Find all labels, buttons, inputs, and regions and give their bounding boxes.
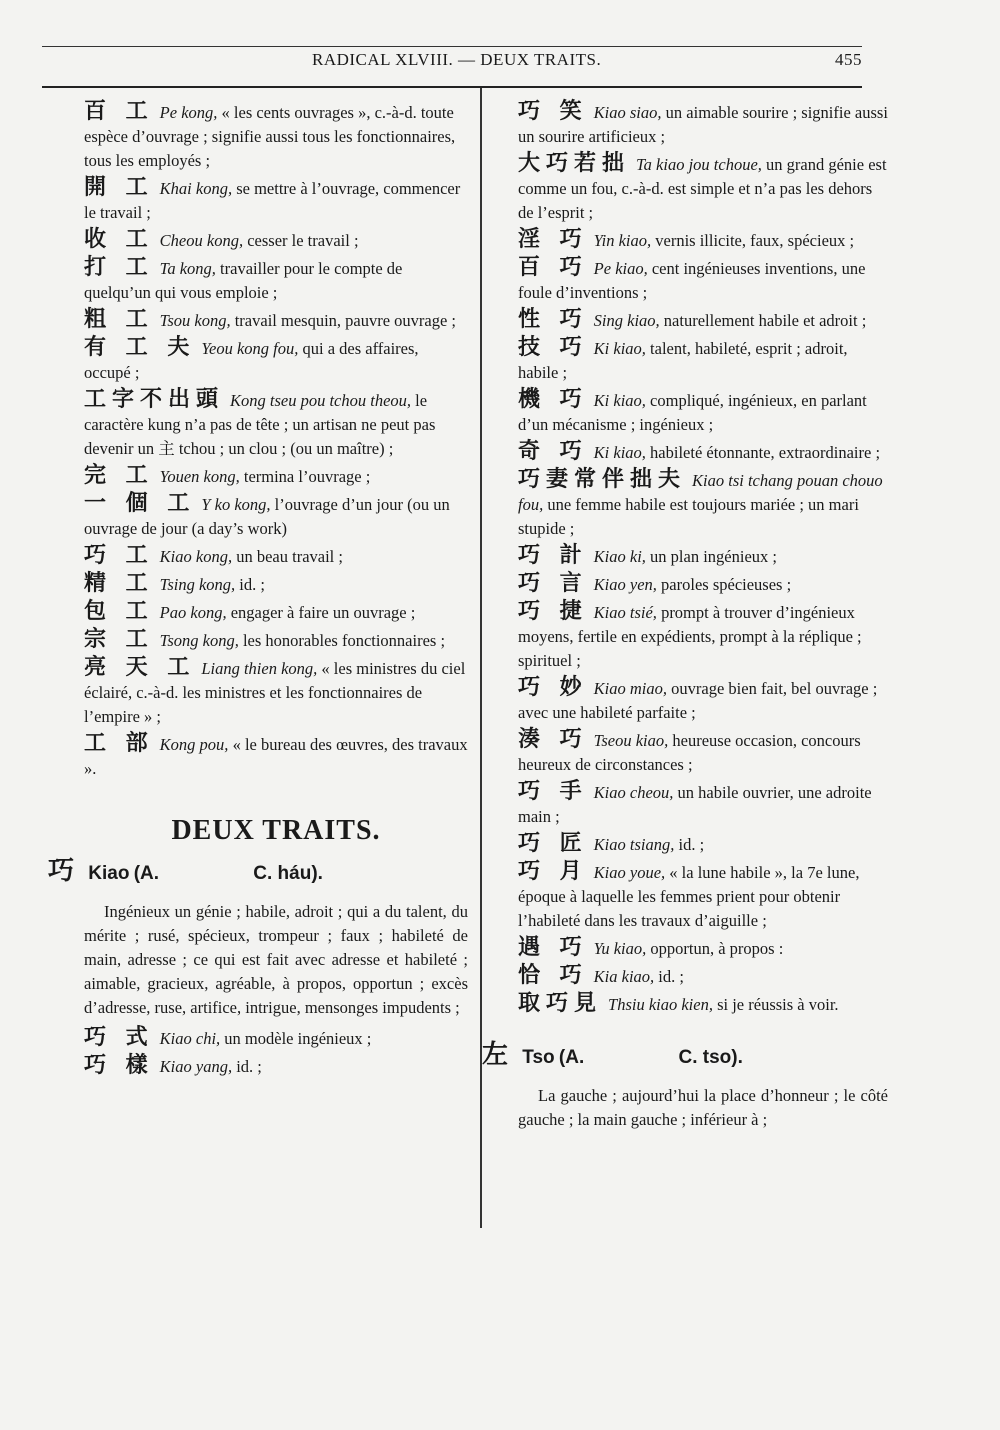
entry-romanization: Tsing kong, — [159, 575, 236, 594]
entry-headword: 湊 巧 — [518, 727, 588, 752]
running-head-title: RADICAL XLVIII. — DEUX TRAITS. — [312, 50, 602, 69]
entry-romanization: Kiao tsi tchang pouan chouo fou, — [518, 471, 883, 514]
entry-headword: 工字不出頭 — [84, 387, 225, 412]
entry-romanization: Pao kong, — [159, 603, 227, 622]
dictionary-entry — [518, 992, 888, 1017]
entry-romanization: Tsou kong, — [159, 311, 231, 330]
entry-definition: une femme habile est toujours mariée ; un mari stupide ; — [518, 495, 859, 538]
entry-definition: le caractère kung n’a pas de tête ; un artisan ne peut pas devenir un 主 tchou ; un clou ; (ou un maître) ; — [84, 391, 436, 458]
dictionary-entry — [84, 544, 468, 569]
entry-romanization: Ki kiao, — [593, 391, 646, 410]
entry-definition: un beau travail ; — [236, 547, 343, 566]
entry-headword: 遇 巧 — [518, 935, 588, 960]
entry-romanization: Tseou kiao, — [593, 731, 669, 750]
right-entry-list — [518, 100, 888, 1017]
dictionary-entry — [84, 732, 468, 781]
entry-definition: id. ; — [658, 967, 684, 986]
entry-headword: 有 工 夫 — [84, 335, 196, 360]
kiao-mandarin: (A. — [133, 863, 160, 884]
entry-definition: un plan ingénieux ; — [650, 547, 777, 566]
entry-headword: 巧 工 — [84, 543, 154, 568]
entry-headword: 巧 月 — [518, 859, 588, 884]
entry-headword: 巧 式 — [84, 1025, 154, 1050]
entry-definition: naturellement habile et adroit ; — [663, 311, 867, 330]
tso-name: Tso — [522, 1047, 555, 1068]
entry-headword: 一 個 工 — [84, 491, 196, 516]
entry-romanization: Kiao kong, — [159, 547, 233, 566]
running-head — [42, 50, 862, 80]
left-tail-list — [84, 1026, 468, 1079]
entry-headword: 精 工 — [84, 571, 154, 596]
entry-definition: compliqué, ingénieux, en parlant d’un mécanisme ; ingénieux ; — [518, 391, 867, 434]
entry-headword: 淫 巧 — [518, 227, 588, 252]
tso-cantonese: C. tso). — [678, 1047, 743, 1068]
entry-romanization: Ki kiao, — [593, 443, 646, 462]
entry-definition: id. ; — [236, 1057, 262, 1076]
dictionary-entry — [84, 464, 468, 489]
dictionary-entry — [518, 600, 888, 673]
dictionary-entry — [518, 256, 888, 305]
entry-headword: 技 巧 — [518, 335, 588, 360]
dictionary-entry — [84, 1054, 468, 1079]
entry-headword: 收 工 — [84, 227, 154, 252]
tso-mandarin: (A. — [558, 1047, 585, 1068]
entry-definition: opportun, à propos : — [650, 939, 784, 958]
entry-romanization: Kiao yang, — [159, 1057, 233, 1076]
dictionary-entry — [518, 152, 888, 225]
entry-headword: 巧 樣 — [84, 1053, 154, 1078]
header-rule-top — [42, 46, 862, 47]
entry-headword: 粗 工 — [84, 307, 154, 332]
entry-definition: l’ouvrage d’un jour (ou un ouvrage de jour (a day’s work) — [84, 495, 450, 538]
entry-headword: 巧 手 — [518, 779, 588, 804]
entry-definition: « les cents ouvrages », c.-à-d. toute espèce d’ouvrage ; signifie aussi tous les fonctionnaires, tous les employés ; — [84, 103, 456, 170]
entry-definition: un habile ouvrier, une adroite main ; — [518, 783, 872, 826]
entry-headword: 巧 笑 — [518, 99, 588, 124]
dictionary-entry — [518, 228, 888, 253]
left-entry-list — [84, 100, 468, 781]
entry-headword: 包 工 — [84, 599, 154, 624]
entry-romanization: Ta kiao jou tchoue, — [636, 155, 762, 174]
entry-romanization: Kiao yen, — [593, 575, 657, 594]
entry-definition: les honorables fonctionnaires ; — [242, 631, 446, 650]
tso-definition: La gauche ; aujourd’hui la place d’honneur ; le côté gauche ; la main gauche ; inférieur à ; — [518, 1086, 888, 1129]
entry-definition: ouvrage bien fait, bel ouvrage ; avec une habileté parfaite ; — [518, 679, 878, 722]
entry-romanization: Thsiu kiao kien, — [608, 995, 713, 1014]
entry-headword: 百 巧 — [518, 255, 588, 280]
dictionary-entry — [84, 656, 468, 729]
entry-headword: 恰 巧 — [518, 963, 588, 988]
entry-romanization: Kong tseu pou tchou theou, — [230, 391, 412, 410]
entry-headword: 百 工 — [84, 99, 154, 124]
entry-definition: habileté étonnante, extraordinaire ; — [650, 443, 881, 462]
dictionary-entry — [518, 440, 888, 465]
entry-romanization: Yu kiao, — [593, 939, 647, 958]
entry-definition: travailler pour le compte de quelqu’un qui vous emploie ; — [84, 259, 403, 302]
entry-headword: 性 巧 — [518, 307, 588, 332]
entry-romanization: Kia kiao, — [593, 967, 655, 986]
entry-headword: 打 工 — [84, 255, 154, 280]
entry-definition: si je réussis à voir. — [717, 995, 839, 1014]
entry-definition: un modèle ingénieux ; — [224, 1029, 372, 1048]
dictionary-entry — [518, 936, 888, 961]
entry-headword: 宗 工 — [84, 627, 154, 652]
entry-romanization: Ta kong, — [159, 259, 216, 278]
entry-definition: « les ministres du ciel éclairé, c.-à-d. les ministres et les fonctionnaires de l’empire » ; — [84, 659, 466, 726]
dictionary-entry — [518, 676, 888, 725]
dictionary-entry — [518, 308, 888, 333]
entry-headword: 工 部 — [84, 731, 154, 756]
entry-romanization: Cheou kong, — [159, 231, 244, 250]
entry-definition: cesser le travail ; — [247, 231, 359, 250]
entry-romanization: Khai kong, — [159, 179, 233, 198]
entry-romanization: Yin kiao, — [593, 231, 652, 250]
entry-romanization: Ki kiao, — [593, 339, 646, 358]
entry-headword: 奇 巧 — [518, 439, 588, 464]
dictionary-entry — [84, 492, 468, 541]
entry-romanization: Kiao tsiang, — [593, 835, 675, 854]
dictionary-entry — [84, 1026, 468, 1051]
entry-headword: 巧 匠 — [518, 831, 588, 856]
entry-headword: 取巧見 — [518, 991, 603, 1016]
entry-definition: id. ; — [678, 835, 705, 854]
entry-romanization: Kiao ki, — [593, 547, 646, 566]
dictionary-entry — [84, 600, 468, 625]
dictionary-entry — [84, 308, 468, 333]
page-number: 455 — [835, 50, 862, 69]
dictionary-entry — [518, 388, 888, 437]
tso-entry-head — [482, 1040, 888, 1070]
entry-definition: termina l’ouvrage ; — [243, 467, 371, 486]
entry-romanization: Pe kiao, — [593, 259, 648, 278]
entry-headword: 巧妻常伴拙夫 — [518, 467, 687, 492]
dictionary-entry — [84, 256, 468, 305]
entry-definition: travail mesquin, pauvre ouvrage ; — [234, 311, 457, 330]
dictionary-entry — [518, 832, 888, 857]
right-column — [482, 99, 888, 1138]
tso-char: 左 — [482, 1040, 509, 1070]
entry-headword: 完 工 — [84, 463, 154, 488]
dictionary-entry — [518, 964, 888, 989]
entry-headword: 機 巧 — [518, 387, 588, 412]
entry-romanization: Y ko kong, — [201, 495, 271, 514]
entry-romanization: Liang thien kong, — [201, 659, 318, 678]
entry-headword: 亮 天 工 — [84, 655, 196, 680]
dictionary-entry — [518, 780, 888, 829]
entry-definition: qui a des affaires, occupé ; — [84, 339, 419, 382]
dictionary-entry — [518, 100, 888, 149]
entry-romanization: Youen kong, — [159, 467, 240, 486]
entry-definition: prompt à trouver d’ingénieux moyens, fertile en expédients, prompt à la réplique ; spirituel ; — [518, 603, 862, 670]
entry-headword: 巧 妙 — [518, 675, 588, 700]
entry-romanization: Kiao chi, — [159, 1029, 221, 1048]
entry-romanization: Kiao miao, — [593, 679, 668, 698]
dictionary-entry — [84, 228, 468, 253]
entry-definition: heureuse occasion, concours heureux de circonstances ; — [518, 731, 861, 774]
entry-romanization: Sing kiao, — [593, 311, 660, 330]
dictionary-entry — [518, 728, 888, 777]
entry-romanization: Kiao tsié, — [593, 603, 657, 622]
entry-romanization: Kiao youe, — [593, 863, 666, 882]
dictionary-entry — [84, 176, 468, 225]
dictionary-entry — [518, 468, 888, 541]
entry-definition: « le bureau des œuvres, des travaux ». — [84, 735, 468, 778]
entry-headword: 大巧若拙 — [518, 151, 631, 176]
entry-definition: un grand génie est comme un fou, c.-à-d. est simple et n’a pas les dehors de l’esprit ; — [518, 155, 887, 222]
section-title: DEUX TRAITS. — [171, 815, 381, 846]
entry-romanization: Kiao cheou, — [593, 783, 674, 802]
entry-definition: vernis illicite, faux, spécieux ; — [655, 231, 855, 250]
dictionary-entry — [84, 336, 468, 385]
dictionary-entry — [518, 572, 888, 597]
dictionary-entry — [518, 544, 888, 569]
entry-romanization: Pe kong, — [159, 103, 218, 122]
dictionary-entry — [518, 336, 888, 385]
entry-headword: 巧 計 — [518, 543, 588, 568]
entry-definition: se mettre à l’ouvrage, commencer le travail ; — [84, 179, 461, 222]
header-rule-bottom — [42, 86, 862, 88]
dictionary-entry — [84, 100, 468, 173]
dictionary-entry — [84, 572, 468, 597]
dictionary-entry — [84, 628, 468, 653]
kiao-char: 巧 — [48, 856, 75, 886]
left-column — [48, 99, 468, 1082]
entry-definition: id. ; — [239, 575, 265, 594]
kiao-cantonese: C. háu). — [253, 863, 323, 884]
entry-romanization: Yeou kong fou, — [201, 339, 299, 358]
entry-romanization: Tsong kong, — [159, 631, 239, 650]
entry-headword: 開 工 — [84, 175, 154, 200]
dictionary-entry — [518, 860, 888, 933]
entry-definition: cent ingénieuses inventions, une foule d’inventions ; — [518, 259, 866, 302]
entry-definition: engager à faire un ouvrage ; — [230, 603, 416, 622]
entry-definition: « la lune habile », la 7e lune, époque à laquelle les femmes prient pour obtenir l’habileté dans les travaux d’aiguille ; — [518, 863, 860, 930]
entry-definition: talent, habileté, esprit ; adroit, habile ; — [518, 339, 848, 382]
entry-definition: paroles spécieuses ; — [661, 575, 792, 594]
entry-romanization: Kiao siao, — [593, 103, 662, 122]
entry-headword: 巧 捷 — [518, 599, 588, 624]
entry-romanization: Kong pou, — [159, 735, 229, 754]
entry-definition: un aimable sourire ; signifie aussi un sourire artificieux ; — [518, 103, 888, 146]
kiao-name: Kiao — [88, 863, 130, 884]
dictionary-entry — [84, 388, 468, 461]
kiao-definition: Ingénieux un génie ; habile, adroit ; qui a du talent, du mérite ; rusé, spécieux, trompeur ; faux ; habileté de main, adresse ; ce qui est fait avec adresse et habileté ; aimable, gracieux, agréable, à propos, opportun ; excès d’adresse, ruse, artifice, intrigue, mensonges impudents ; — [84, 902, 468, 1017]
entry-headword: 巧 言 — [518, 571, 588, 596]
kiao-entry-head — [48, 856, 468, 886]
